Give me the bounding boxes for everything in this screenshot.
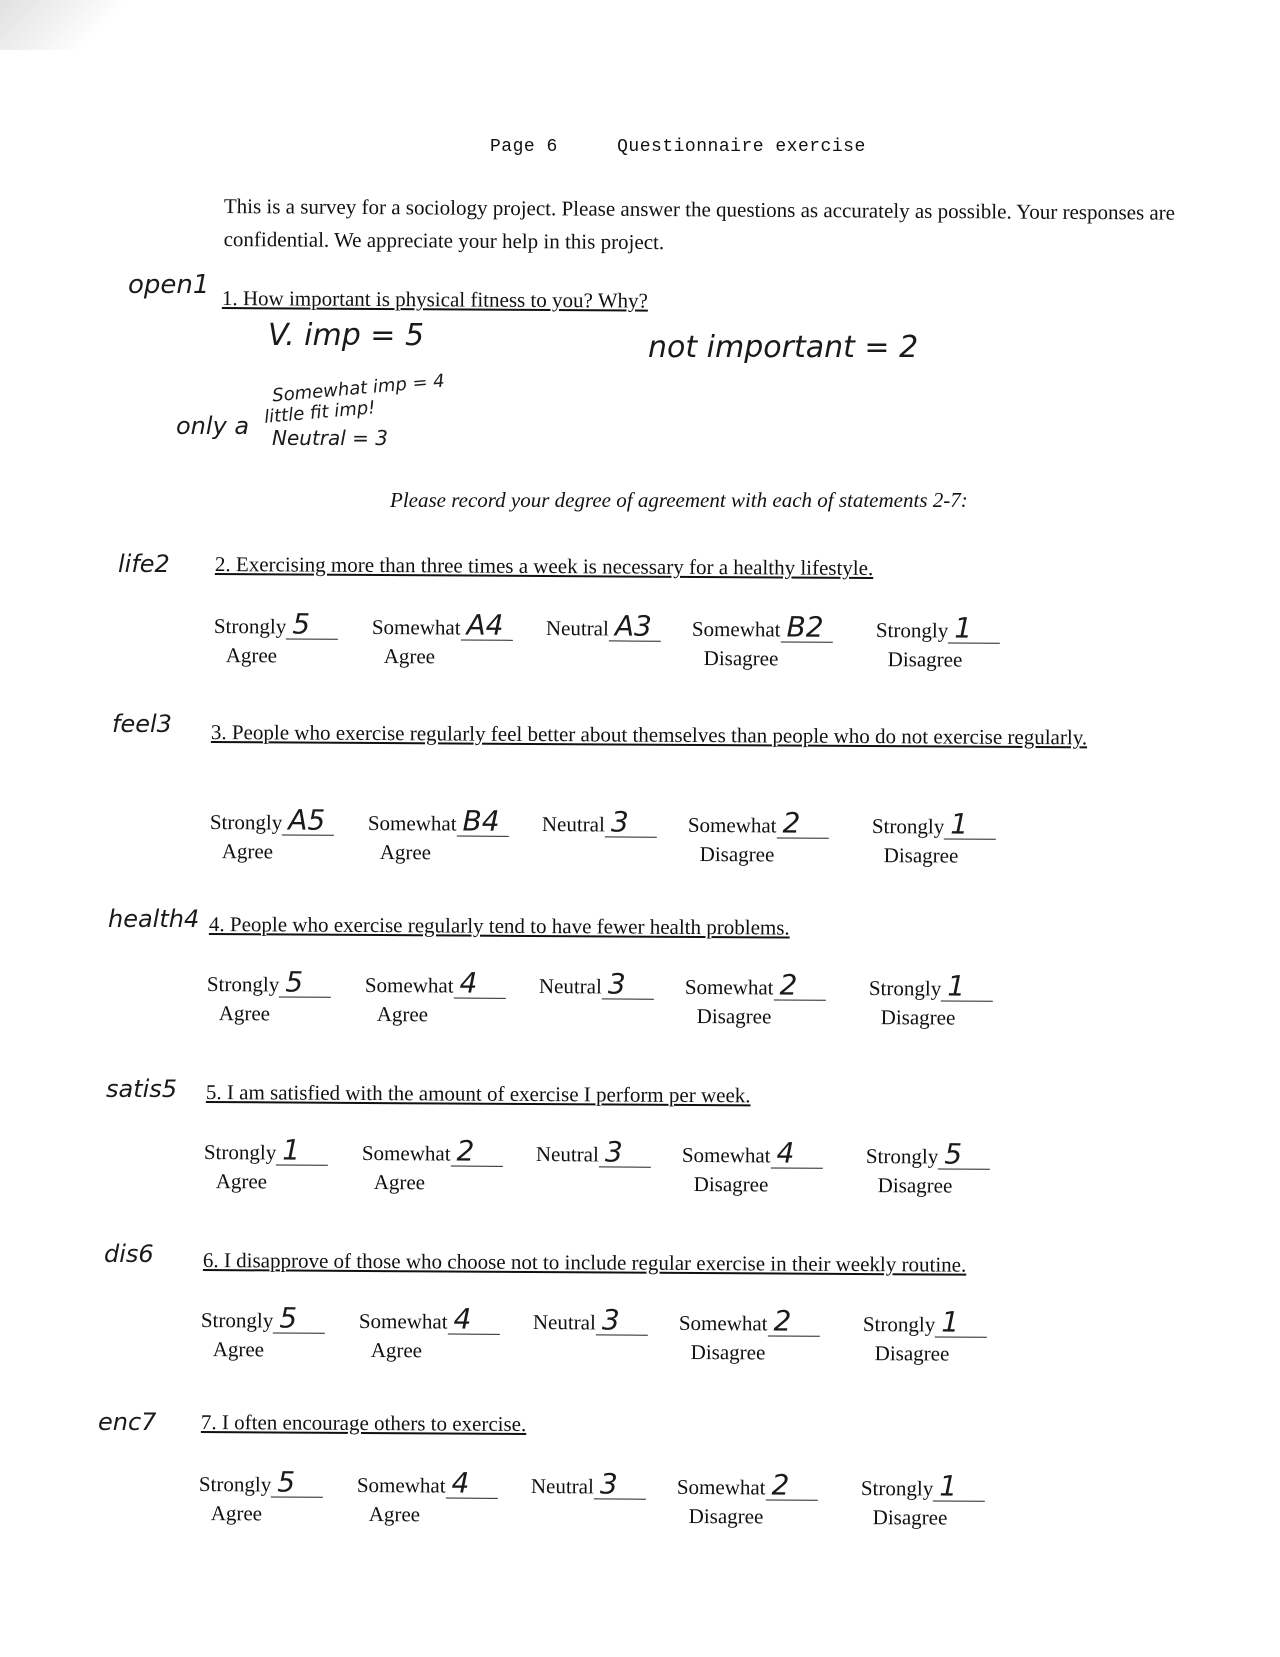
handwritten-mark: 1	[939, 1469, 958, 1503]
option-label: Strongly	[206, 971, 280, 997]
handwritten-mark: 1	[947, 969, 966, 1003]
q6-option-somewhat-agree[interactable]	[358, 1302, 500, 1364]
option-label: Neutral	[530, 1474, 594, 1499]
answer-blank[interactable]	[279, 965, 331, 999]
q1-note-little: little fit imp!	[263, 397, 377, 428]
answer-blank[interactable]	[767, 1304, 819, 1338]
q6-option-somewhat-disagree[interactable]	[678, 1304, 820, 1366]
option-sublabel: Agree	[383, 644, 436, 669]
q3-text: 3. People who exercise regularly feel better about themselves than people who do not exercise regularly.	[210, 719, 1088, 750]
option-label: Neutral	[535, 1142, 599, 1167]
option-label: Somewhat	[681, 1142, 771, 1168]
option-sublabel: Disagree	[874, 1341, 950, 1366]
q1-note-neutral: Neutral = 3	[272, 426, 389, 450]
option-sublabel: Disagree	[877, 1173, 953, 1198]
scan-edge-shadow	[0, 0, 140, 50]
option-label: Somewhat	[684, 974, 774, 1000]
q5-option-strongly-disagree[interactable]	[865, 1137, 991, 1199]
option-sublabel: Agree	[218, 1001, 271, 1026]
q6-text: 6. I disapprove of those who choose not to include regular exercise in their weekly routine.	[202, 1248, 967, 1277]
handwritten-mark: 3	[604, 1135, 623, 1169]
q5-scale	[203, 1133, 1064, 1213]
option-label: Strongly	[200, 1308, 274, 1333]
handwritten-mark: 2	[456, 1134, 475, 1168]
handwritten-mark: 2	[779, 968, 798, 1002]
q4-option-neutral[interactable]	[538, 967, 654, 1001]
option-label: Strongly	[875, 618, 949, 643]
q2-option-somewhat-disagree[interactable]	[691, 610, 833, 672]
handwritten-mark: B4	[462, 804, 500, 838]
option-label: Neutral	[538, 974, 602, 999]
q6-option-strongly-disagree[interactable]	[862, 1305, 988, 1367]
answer-blank[interactable]	[271, 1465, 323, 1499]
option-sublabel: Agree	[221, 839, 274, 864]
q7-option-strongly-disagree[interactable]	[860, 1469, 986, 1531]
answer-blank[interactable]	[456, 804, 508, 838]
q3-option-somewhat-agree[interactable]	[367, 804, 509, 866]
q7-option-neutral[interactable]	[530, 1467, 646, 1501]
option-label: Somewhat	[364, 972, 454, 998]
answer-blank[interactable]	[941, 969, 993, 1003]
answer-blank[interactable]	[780, 610, 832, 644]
q4-scale	[206, 965, 1067, 1045]
option-label: Somewhat	[371, 614, 461, 640]
q2-text: 2. Exercising more than three times a week is necessary for a healthy lifestyle.	[214, 552, 874, 581]
answer-blank[interactable]	[273, 1301, 325, 1335]
handwritten-mark: 2	[782, 806, 801, 840]
answer-blank[interactable]	[944, 807, 996, 841]
q6-option-neutral[interactable]	[532, 1303, 648, 1337]
q2-option-neutral[interactable]	[545, 609, 661, 643]
option-sublabel: Disagree	[688, 1503, 764, 1529]
option-sublabel: Disagree	[880, 1005, 956, 1030]
q3-option-somewhat-disagree[interactable]	[687, 806, 829, 868]
q1-note-v-imp: V. imp = 5	[268, 318, 425, 353]
option-sublabel: Agree	[368, 1502, 421, 1527]
q4-text: 4. People who exercise regularly tend to have fewer health problems.	[208, 912, 790, 940]
q2-option-strongly-agree[interactable]	[213, 607, 339, 669]
answer-blank[interactable]	[596, 1303, 648, 1337]
option-sublabel: Agree	[370, 1338, 423, 1363]
q5-option-somewhat-agree[interactable]	[361, 1134, 503, 1196]
q3-option-strongly-disagree[interactable]	[871, 807, 997, 869]
handwritten-mark: 4	[776, 1136, 795, 1170]
option-sublabel: Disagree	[693, 1171, 769, 1197]
answer-blank[interactable]	[447, 1302, 499, 1336]
q4-option-somewhat-agree[interactable]	[364, 966, 506, 1028]
q5-option-somewhat-disagree[interactable]	[681, 1136, 823, 1198]
q2-scale	[213, 607, 1074, 687]
page-number: Page 6	[490, 137, 558, 157]
option-label: Strongly	[198, 1472, 272, 1497]
answer-blank[interactable]	[773, 968, 825, 1002]
answer-blank[interactable]	[276, 1133, 328, 1167]
q4-option-strongly-disagree[interactable]	[868, 969, 994, 1031]
option-sublabel: Disagree	[703, 645, 779, 671]
handwritten-mark: 1	[282, 1133, 301, 1167]
option-label: Neutral	[532, 1310, 596, 1335]
q2-option-somewhat-agree[interactable]	[371, 608, 513, 670]
answer-blank[interactable]	[776, 806, 828, 840]
answer-blank[interactable]	[948, 611, 1000, 645]
option-label: Somewhat	[678, 1310, 768, 1336]
option-label: Somewhat	[356, 1472, 446, 1498]
q5-text: 5. I am satisfied with the amount of exercise I perform per week.	[205, 1080, 751, 1108]
handwritten-mark: 3	[599, 1467, 618, 1501]
option-label: Strongly	[868, 976, 942, 1001]
q1-margin-label: open1	[128, 270, 210, 300]
q3-option-neutral[interactable]	[541, 805, 657, 839]
handwritten-mark: 4	[453, 1302, 472, 1336]
handwritten-mark: 5	[944, 1137, 963, 1171]
option-sublabel: Disagree	[696, 1003, 772, 1029]
handwritten-mark: 3	[607, 967, 626, 1001]
q5-margin-label: satis5	[106, 1075, 178, 1103]
answer-blank[interactable]	[594, 1467, 646, 1501]
q7-option-strongly-agree[interactable]	[198, 1465, 324, 1527]
option-label: Neutral	[541, 812, 605, 837]
answer-blank[interactable]	[599, 1135, 651, 1169]
q7-margin-label: enc7	[98, 1408, 157, 1436]
q5-option-neutral[interactable]	[535, 1135, 651, 1169]
handwritten-mark: 3	[610, 805, 629, 839]
answer-blank[interactable]	[445, 1466, 497, 1500]
q4-option-somewhat-disagree[interactable]	[684, 968, 826, 1030]
option-sublabel: Agree	[225, 643, 278, 668]
option-label: Somewhat	[676, 1474, 766, 1500]
handwritten-mark: A5	[288, 803, 326, 837]
q7-scale	[198, 1465, 1059, 1545]
option-label: Somewhat	[691, 616, 781, 642]
q3-margin-label: feel3	[112, 710, 172, 738]
handwritten-mark: 1	[941, 1305, 960, 1339]
answer-blank[interactable]	[938, 1137, 990, 1171]
answer-blank[interactable]	[460, 608, 512, 642]
handwritten-mark: B2	[786, 610, 824, 644]
option-label: Strongly	[209, 809, 283, 835]
q6-option-strongly-agree[interactable]	[200, 1301, 326, 1363]
page-title: Questionnaire exercise	[617, 137, 866, 157]
option-sublabel: Disagree	[699, 841, 775, 867]
answer-blank[interactable]	[605, 805, 657, 839]
handwritten-mark: A4	[466, 608, 504, 642]
answer-blank[interactable]	[602, 967, 654, 1001]
option-label: Somewhat	[358, 1308, 448, 1334]
option-label: Strongly	[865, 1144, 939, 1169]
q1-note-somewhat: Somewhat imp = 4	[271, 370, 446, 407]
option-sublabel: Agree	[215, 1169, 268, 1194]
handwritten-mark: 5	[285, 965, 304, 999]
q7-text: 7. I often encourage others to exercise.	[200, 1410, 527, 1436]
answer-blank[interactable]	[450, 1134, 502, 1168]
q6-margin-label: dis6	[104, 1240, 154, 1268]
option-sublabel: Agree	[379, 840, 432, 865]
instructions: Please record your degree of agreement with each of statements 2-7:	[390, 488, 968, 512]
option-label: Strongly	[871, 814, 945, 839]
handwritten-mark: 3	[601, 1303, 620, 1337]
handwritten-mark: 4	[451, 1466, 470, 1500]
option-label: Somewhat	[687, 812, 777, 838]
option-sublabel: Disagree	[883, 843, 959, 868]
option-label: Somewhat	[361, 1140, 451, 1166]
handwritten-mark: 4	[459, 966, 478, 1000]
q3-option-strongly-agree[interactable]	[209, 803, 335, 865]
handwritten-mark: 5	[292, 607, 311, 641]
option-sublabel: Agree	[212, 1337, 265, 1362]
q2-margin-label: life2	[118, 550, 170, 578]
q3-scale	[209, 803, 1070, 883]
intro-paragraph: This is a survey for a sociology project. Please answer the questions as accurately as possible. Your responses are confidential. We appreciate your help in this project.	[223, 193, 1176, 255]
option-sublabel: Disagree	[690, 1339, 766, 1365]
handwritten-mark: 5	[277, 1465, 296, 1499]
q2-option-strongly-disagree[interactable]	[875, 611, 1001, 673]
answer-blank[interactable]	[933, 1469, 985, 1503]
answer-blank[interactable]	[609, 609, 661, 643]
answer-blank[interactable]	[453, 966, 505, 1000]
option-sublabel: Disagree	[887, 647, 963, 672]
option-sublabel: Agree	[373, 1170, 426, 1195]
answer-blank[interactable]	[282, 803, 334, 837]
q1-text: 1. How important is physical fitness to you? Why?	[221, 286, 648, 313]
q4-option-strongly-agree[interactable]	[206, 965, 332, 1027]
answer-blank[interactable]	[765, 1468, 817, 1502]
option-sublabel: Agree	[376, 1002, 429, 1027]
option-label: Neutral	[545, 616, 609, 641]
option-sublabel: Agree	[210, 1501, 263, 1526]
option-label: Strongly	[860, 1476, 934, 1501]
q1-note-not-imp: not important = 2	[648, 330, 919, 365]
q6-scale	[200, 1301, 1061, 1381]
answer-blank[interactable]	[286, 607, 338, 641]
q7-option-somewhat-agree[interactable]	[356, 1466, 498, 1528]
page-header	[490, 137, 866, 157]
answer-blank[interactable]	[770, 1136, 822, 1170]
option-label: Somewhat	[367, 810, 457, 836]
option-label: Strongly	[203, 1140, 277, 1165]
q1-note-only: only a	[176, 412, 250, 440]
handwritten-mark: A3	[614, 609, 652, 643]
option-label: Strongly	[862, 1312, 936, 1337]
q7-option-somewhat-disagree[interactable]	[676, 1468, 818, 1530]
handwritten-mark: 5	[279, 1301, 298, 1335]
answer-blank[interactable]	[935, 1305, 987, 1339]
handwritten-mark: 1	[950, 807, 969, 841]
handwritten-mark: 2	[773, 1304, 792, 1338]
q5-option-strongly-agree[interactable]	[203, 1133, 329, 1195]
option-label: Strongly	[213, 613, 287, 639]
option-sublabel: Disagree	[872, 1505, 948, 1530]
q4-margin-label: health4	[108, 905, 200, 933]
handwritten-mark: 2	[771, 1468, 790, 1502]
handwritten-mark: 1	[954, 611, 973, 645]
